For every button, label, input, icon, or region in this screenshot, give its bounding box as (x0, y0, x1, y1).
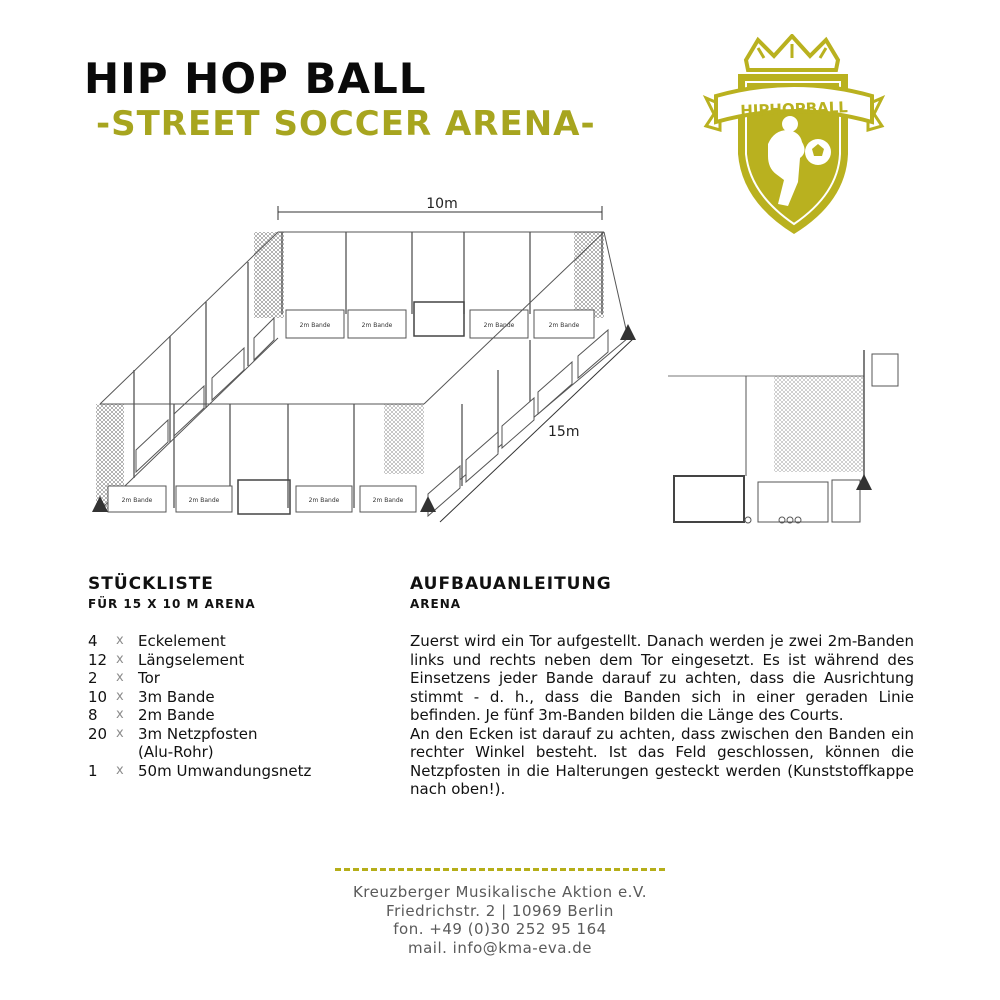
list-item: 12 x Längselement (88, 650, 245, 669)
panel-label: 2m Bande (121, 497, 153, 504)
list-item: 1 x 50m Umwandungsnetz (88, 761, 312, 780)
length-label: 15m (548, 424, 580, 440)
page-title: HIP HOP BALL (84, 54, 427, 103)
parts-list-subheading: FÜR 15 X 10 M ARENA (88, 597, 256, 611)
instructions-paragraph: Zuerst wird ein Tor aufgestellt. Danach werden je zwei 2m-Banden links und rechts neben dem Tor eingesetzt. Es ist während des Einsetzens jeder Bande darauf zu achten, dass die Ausrichtung stimmt - d. h., dass die Banden sich in einer geraden Linie befinden. Je fünf 3m-Banden bilden die Länge des Courts. (410, 632, 914, 724)
list-item: 10 x 3m Bande (88, 687, 215, 706)
panel-label: 2m Bande (372, 497, 404, 504)
list-item: (Alu-Rohr) (138, 743, 214, 761)
panel-label: 2m Bande (483, 322, 515, 329)
panel-label: 2m Bande (299, 322, 331, 329)
corner-detail-diagram (664, 340, 924, 536)
parts-list-heading: STÜCKLISTE (88, 574, 214, 594)
panel-label: 2m Bande (361, 322, 393, 329)
page-subtitle: -STREET SOCCER ARENA- (96, 104, 596, 144)
width-label: 10m (426, 196, 458, 212)
footer-divider (335, 868, 665, 871)
org-name: Kreuzberger Musikalische Aktion e.V. (352, 883, 648, 901)
panel-label: 2m Bande (188, 497, 220, 504)
address: Friedrichstr. 2 | 10969 Berlin (386, 901, 614, 920)
footer-contact (300, 883, 700, 957)
hiphopball-logo (676, 34, 912, 240)
list-item: 8 x 2m Bande (88, 706, 215, 724)
panel-label: 2m Bande (548, 322, 580, 329)
list-item: 2 x Tor (88, 669, 160, 687)
logo-text: HIPHOPBALL (739, 98, 849, 120)
arena-diagram (78, 190, 638, 530)
instructions-body (410, 632, 914, 799)
instructions-paragraph: An den Ecken ist darauf zu achten, dass zwischen den Banden ein rechter Winkel besteht. Ist das Feld geschlossen, können die Netzpfosten in die Halterungen gesteckt werden (Kunststoffkappe nach oben!). (410, 724, 914, 798)
list-item: 4 x Eckelement (88, 632, 226, 650)
panel-label: 2m Bande (308, 497, 340, 504)
instructions-subheading: ARENA (410, 597, 462, 611)
phone: fon. +49 (0)30 252 95 164 (393, 920, 607, 938)
email: mail. info@kma-eva.de (407, 938, 593, 957)
list-item: 20 x 3m Netzpfosten (88, 724, 258, 743)
parts-list (88, 632, 388, 780)
instructions-heading: AUFBAUANLEITUNG (410, 574, 612, 594)
